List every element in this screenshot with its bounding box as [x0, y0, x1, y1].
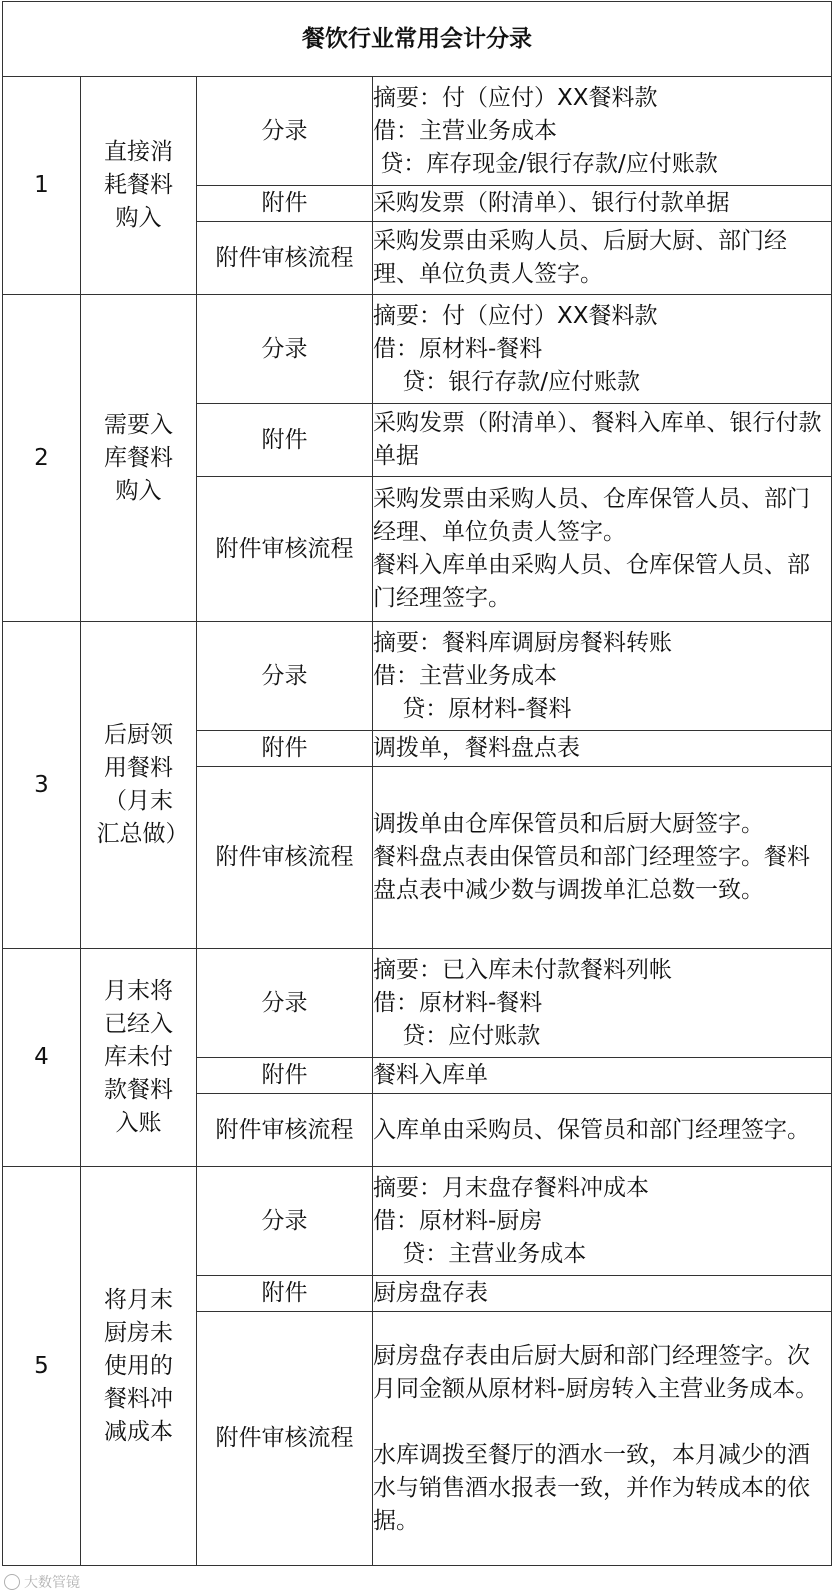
attachment-content: [373, 1058, 832, 1094]
entry-row: [3, 295, 832, 404]
entry-row: [3, 77, 832, 186]
entry-line: 借：主营业务成本: [373, 117, 557, 144]
review-content: [373, 477, 832, 622]
label-entry: 分录: [197, 1167, 373, 1276]
label-attachment: 附件: [197, 1058, 373, 1094]
review-content: [373, 1312, 832, 1566]
entry-line: 摘要：付（应付）XX餐料款: [373, 302, 658, 329]
entry-line: 贷：库存现金/银行存款/应付账款: [373, 150, 718, 177]
attachment-text: 采购发票（附清单）、餐料入库单、银行付款单据: [373, 410, 822, 469]
entry-row: [3, 949, 832, 1058]
attachment-content: [373, 186, 832, 222]
review-paragraph: 采购发票由采购人员、后厨大厨、部门经理、单位负责人签字。: [373, 228, 787, 287]
category-text: 月末将已经入库未付款餐料入账: [104, 978, 173, 1136]
category-cell: [81, 622, 197, 949]
watermark-logo-icon: [4, 1574, 20, 1590]
entry-content: [373, 949, 832, 1058]
category-cell: [81, 949, 197, 1167]
entry-line: 贷：原材料-餐料: [373, 695, 572, 722]
category-text: 将月末厨房未使用的餐料冲减成本: [104, 1286, 173, 1445]
label-attachment: 附件: [197, 731, 373, 767]
entry-line: 摘要：已入库未付款餐料列帐: [373, 956, 672, 983]
review-paragraph: 入库单由采购员、保管员和部门经理签字。: [373, 1116, 810, 1143]
entry-content: [373, 77, 832, 186]
category-cell: [81, 77, 197, 295]
entry-row: [3, 1167, 832, 1276]
paragraph-gap: [373, 1406, 831, 1439]
attachment-text: 厨房盘存表: [373, 1280, 488, 1306]
attachment-content: [373, 1276, 832, 1312]
review-paragraph: 餐料盘点表由保管员和部门经理签字。餐料盘点表中减少数与调拨单汇总数一致。: [373, 844, 810, 903]
entry-line: 贷：应付账款: [373, 1022, 541, 1049]
entry-content: [373, 295, 832, 404]
row-number: 5: [3, 1167, 81, 1566]
entry-line: 借：主营业务成本: [373, 662, 557, 689]
label-attachment: 附件: [197, 186, 373, 222]
review-paragraph: 厨房盘存表由后厨大厨和部门经理签字。次月同金额从原材料-厨房转入主营业务成本。: [373, 1342, 819, 1402]
review-content: [373, 222, 832, 295]
entry-line: 借：原材料-餐料: [373, 989, 543, 1016]
row-number: 2: [3, 295, 81, 622]
attachment-text: 餐料入库单: [373, 1062, 488, 1088]
category-text: 直接消耗餐料购入: [104, 139, 173, 231]
accounting-table: [2, 1, 832, 1566]
attachment-text: 采购发票（附清单）、银行付款单据: [373, 190, 730, 216]
review-paragraph: 水库调拨至餐厅的酒水一致，本月减少的酒水与销售酒水报表一致，并作为转成本的依据。: [373, 1441, 810, 1534]
review-paragraph: 采购发票由采购人员、仓库保管人员、部门经理、单位负责人签字。: [373, 486, 810, 545]
entry-line: 借：原材料-餐料: [373, 335, 543, 362]
title-row: [3, 2, 832, 77]
category-cell: [81, 295, 197, 622]
review-content: [373, 1094, 832, 1167]
entry-content: [373, 622, 832, 731]
entry-content: [373, 1167, 832, 1276]
label-review: 附件审核流程: [197, 222, 373, 295]
watermark-text: 大数管镜: [24, 1575, 80, 1591]
label-entry: 分录: [197, 949, 373, 1058]
row-number: 3: [3, 622, 81, 949]
attachment-text: 调拨单，餐料盘点表: [373, 735, 580, 761]
label-attachment: 附件: [197, 1276, 373, 1312]
entry-line: 摘要：月末盘存餐料冲成本: [373, 1174, 649, 1201]
label-review: 附件审核流程: [197, 1094, 373, 1167]
label-entry: 分录: [197, 295, 373, 404]
entry-line: 借：原材料-厨房: [373, 1207, 543, 1234]
review-content: [373, 767, 832, 949]
label-entry: 分录: [197, 77, 373, 186]
row-number: 1: [3, 77, 81, 295]
entry-line: 摘要：付（应付）XX餐料款: [373, 84, 658, 111]
entry-line: 贷：主营业务成本: [373, 1240, 587, 1267]
label-entry: 分录: [197, 622, 373, 731]
review-paragraph: 调拨单由仓库保管员和后厨大厨签字。: [373, 811, 764, 837]
category-text: 后厨领用餐料（月末汇总做）: [96, 722, 189, 847]
label-review: 附件审核流程: [197, 1312, 373, 1566]
label-review: 附件审核流程: [197, 767, 373, 949]
review-paragraph: 餐料入库单由采购人员、仓库保管人员、部门经理签字。: [373, 552, 810, 611]
table-title: 餐饮行业常用会计分录: [3, 2, 832, 77]
row-number: 4: [3, 949, 81, 1167]
label-attachment: 附件: [197, 404, 373, 477]
entry-row: [3, 622, 832, 731]
label-review: 附件审核流程: [197, 477, 373, 622]
category-text: 需要入库餐料购入: [104, 411, 173, 504]
entry-line: 摘要：餐料库调厨房餐料转账: [373, 629, 672, 656]
category-cell: [81, 1167, 197, 1566]
attachment-content: [373, 731, 832, 767]
entry-line: 贷：银行存款/应付账款: [373, 368, 640, 395]
watermark: [4, 1572, 80, 1592]
attachment-content: [373, 404, 832, 477]
